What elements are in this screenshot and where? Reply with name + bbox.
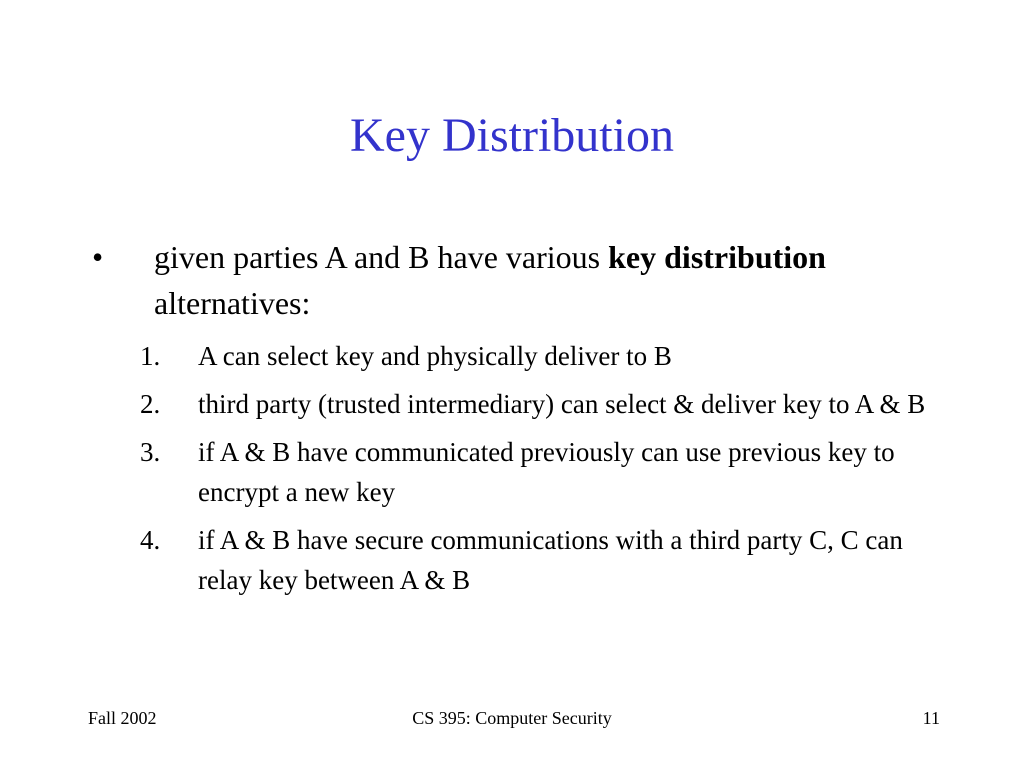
list-item-number: 1. bbox=[140, 341, 161, 371]
list-item-text: if A & B have communicated previously can use previous key to encrypt a new key bbox=[198, 437, 895, 507]
bullet-text-after: alternatives: bbox=[154, 285, 311, 321]
bullet-icon: • bbox=[92, 239, 104, 275]
bullet-text-before: given parties A and B have various bbox=[154, 239, 609, 275]
list-item bbox=[140, 432, 960, 512]
footer-course: CS 395: Computer Security bbox=[412, 708, 612, 728]
list-item-text: third party (trusted intermediary) can select & deliver key to A & B bbox=[198, 389, 926, 419]
bullet-bold-key: key bbox=[608, 239, 657, 275]
list-item bbox=[140, 520, 960, 600]
list-item-number: 4. bbox=[140, 525, 161, 555]
list-item-number: 2. bbox=[140, 389, 161, 419]
list-item-number: 3. bbox=[140, 437, 161, 467]
list-item bbox=[140, 336, 960, 376]
bullet-text bbox=[154, 234, 874, 326]
slide-title: Key Distribution bbox=[350, 109, 674, 162]
footer-page-number: 11 bbox=[922, 708, 940, 728]
list-item bbox=[140, 384, 960, 424]
bullet-bold-distribution: distribution bbox=[664, 239, 826, 275]
footer-date: Fall 2002 bbox=[88, 708, 157, 728]
list-item-text: A can select key and physically deliver to B bbox=[198, 341, 672, 371]
list-item-text: if A & B have secure communications with a third party C, C can relay key between A & B bbox=[198, 525, 903, 595]
numbered-list bbox=[140, 336, 960, 608]
